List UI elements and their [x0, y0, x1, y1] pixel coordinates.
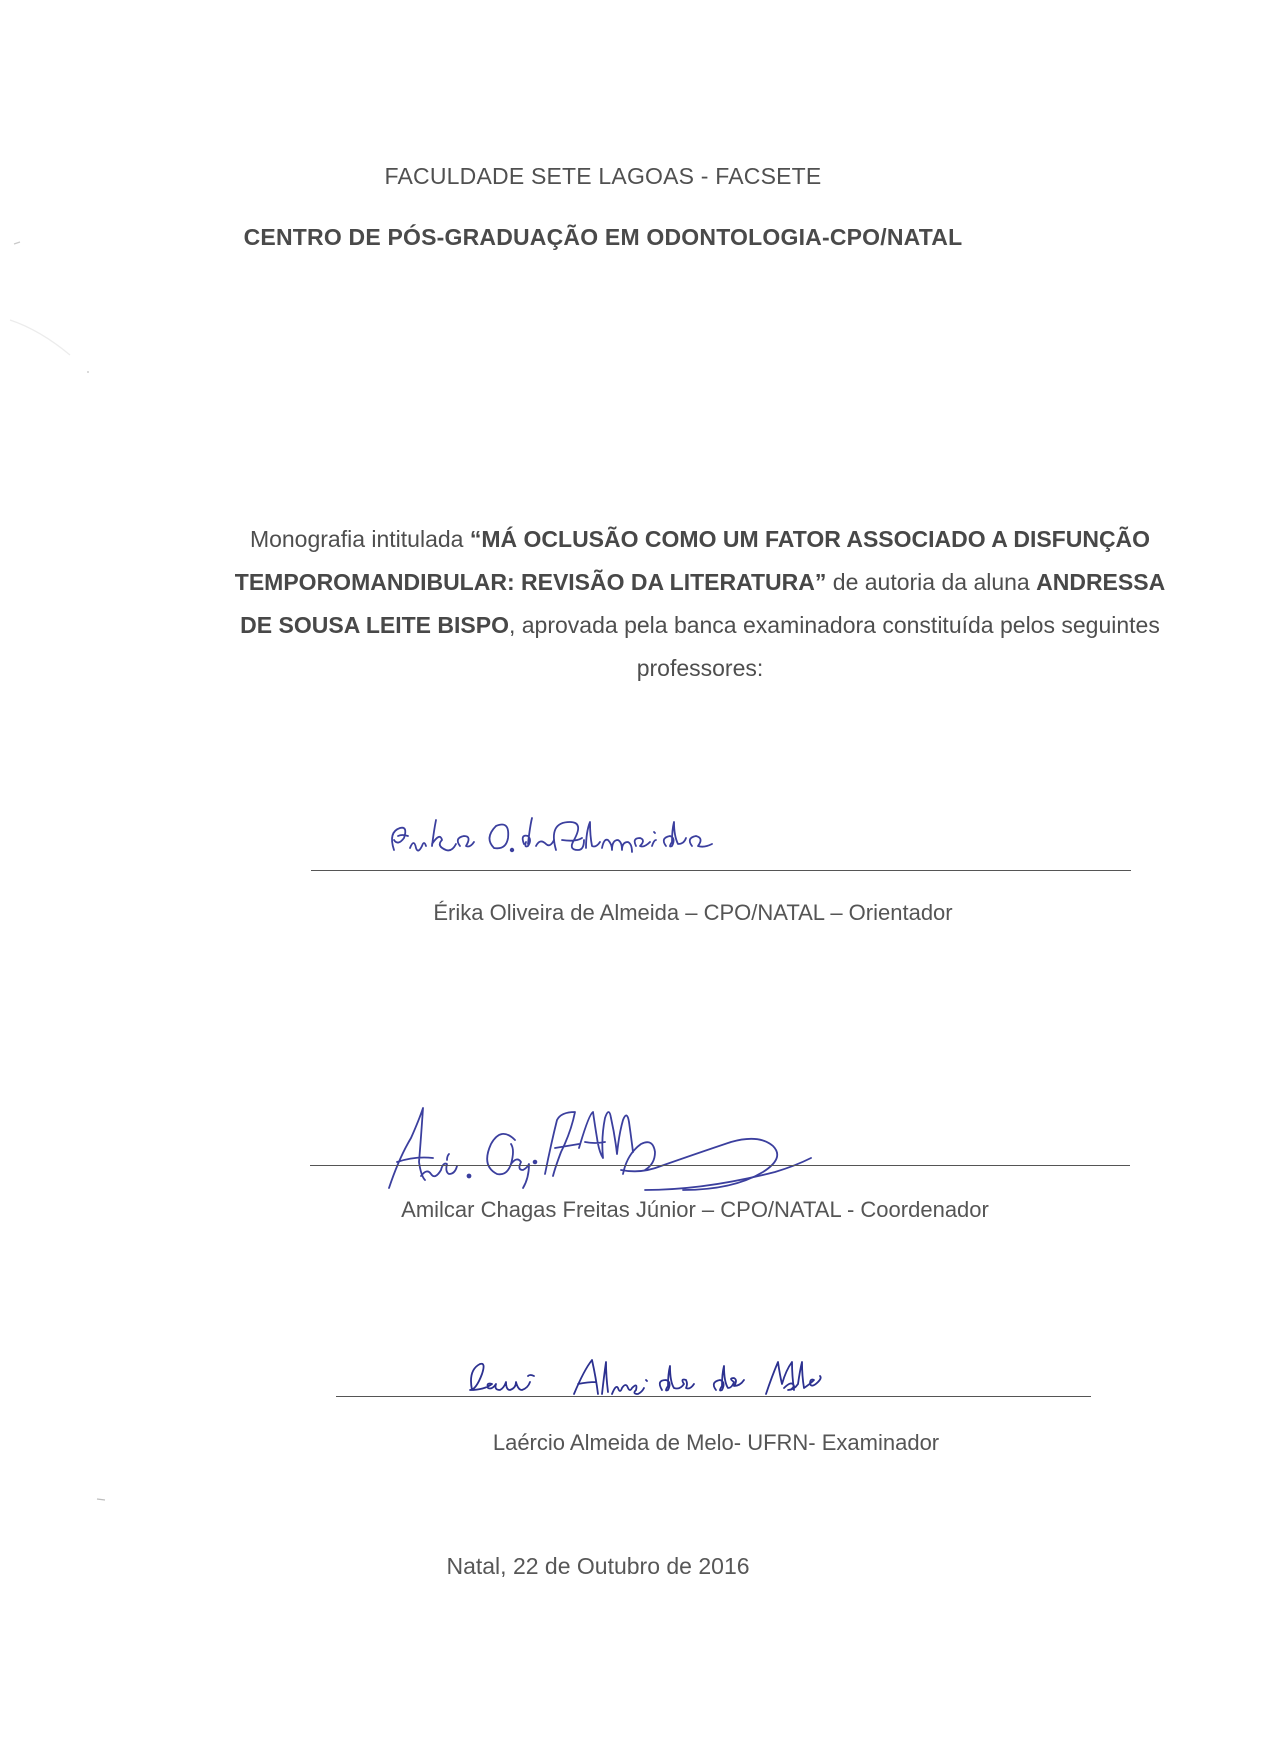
student-name: ANDRESSA DE SOUSA LEITE BISPO [240, 569, 1166, 638]
institution-name: FACULDADE SETE LAGOAS - FACSETE [384, 163, 822, 189]
approval-outro: , aprovada pela banca examinadora constituída pelos seguintes professores: [508, 612, 1160, 681]
examiner-name: Laércio Almeida de Melo- UFRN- Examinador [492, 1430, 940, 1455]
signature-line [310, 1165, 1130, 1166]
coordinator-signature [385, 1100, 845, 1200]
signature-block-examiner [336, 1350, 1156, 1470]
monograph-title: MÁ OCLUSÃO COMO UM FATOR ASSOCIADO A DISFUNÇÃO TEMPOROMANDIBULAR: REVISÃO DA LITERATURA [234, 526, 1151, 595]
title-open-quote: “ [469, 526, 482, 552]
coordinator-name: Amilcar Chagas Freitas Júnior – CPO/NATAL - Coordenador [401, 1197, 989, 1222]
approval-mid: de autoria da aluna [826, 569, 1037, 595]
signature-block-advisor [311, 800, 1131, 930]
graduate-center-name: CENTRO DE PÓS-GRADUAÇÃO EM ODONTOLOGIA-CPO/NATAL [243, 224, 963, 250]
scan-artifact [95, 1495, 115, 1505]
scan-artifact [0, 230, 120, 390]
approval-intro: Monografia intitulada [249, 526, 470, 552]
signature-block-coordinator [310, 1095, 1130, 1235]
signature-line [336, 1396, 1091, 1397]
title-close-quote: ” [814, 569, 827, 595]
advisor-name: Érika Oliveira de Almeida – CPO/NATAL – Orientador [433, 900, 953, 925]
document-date: Natal, 22 de Outubro de 2016 [446, 1553, 750, 1579]
advisor-signature [386, 810, 746, 870]
approval-statement [220, 518, 1180, 690]
signature-line [311, 870, 1131, 871]
